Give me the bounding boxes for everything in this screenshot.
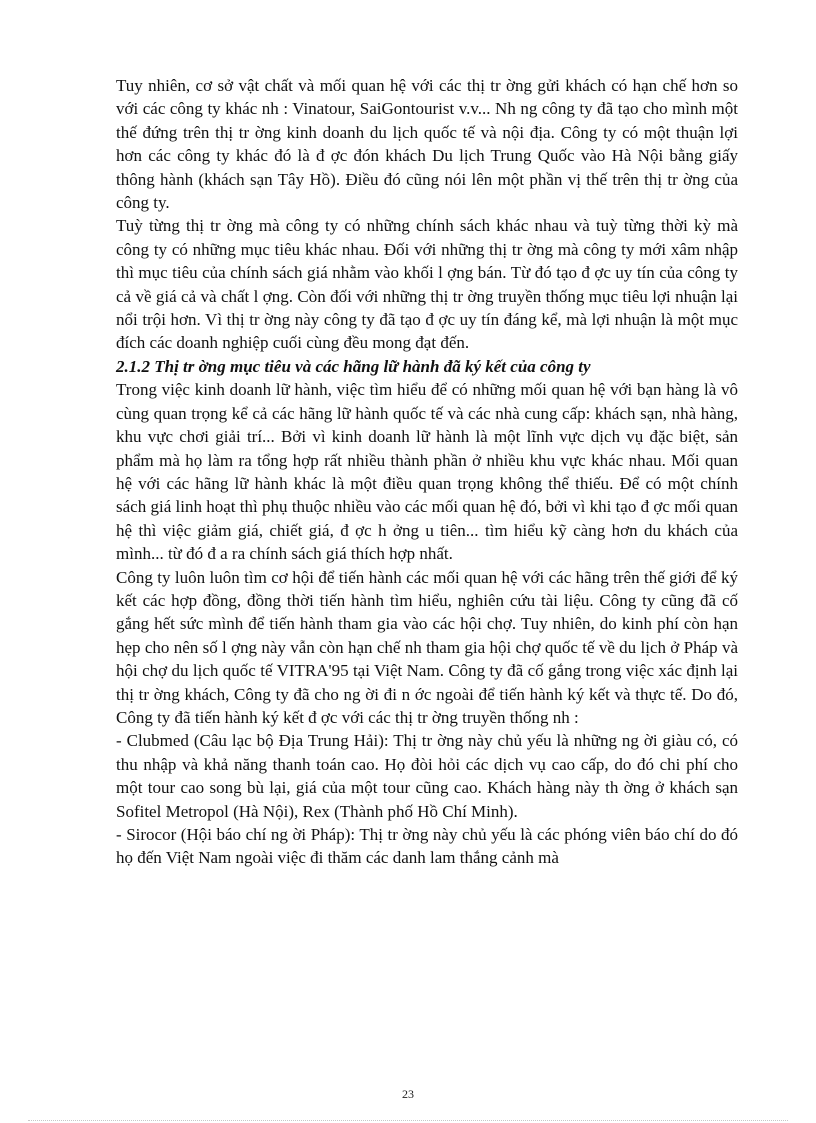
paragraph-3: Trong việc kinh doanh lữ hành, việc tìm hiểu để có những mối quan hệ với bạn hàng là vô cùng quan trọng kể cả các hãng lữ hành quốc tế và các nhà cung cấp: khách sạn, nhà hàng, khu vực chơi giải trí... Bởi vì kinh doanh lữ hành là một lĩnh vực dịch vụ đặc biệt, sản phẩm mà họ làm ra tổng hợp rất nhiều thành phần ở nhiều khu vực khác nhau. Mối quan hệ với các hãng lữ hành khác là một điều quan trọng không thể thiếu. Để có một chính sách giá linh hoạt thì phụ thuộc nhiều vào các mối quan hệ đó, bởi vì khi tạo đ ợc mối quan hệ thì việc giảm giá, chiết giá, đ ợc h ởng u tiên... tìm hiểu kỹ càng hơn du khách của mình... từ đó đ a ra chính sách giá thích hợp nhất. xyxy=(116,380,738,564)
body-text xyxy=(116,74,738,870)
paragraph-1: Tuy nhiên, cơ sở vật chất và mối quan hệ với các thị tr ờng gửi khách có hạn chế hơn so với các công ty khác nh : Vinatour, SaiGontourist v.v... Nh ng công ty đã tạo cho mình một thế đứng trên thị tr ờng kinh doanh du lịch quốc tế và nội địa. Công ty có một thuận lợi hơn các công ty khác đó là đ ợc đón khách Du lịch Trung Quốc vào Hà Nội bằng giấy thông hành (khách sạn Tây Hồ). Điều đó cũng nói lên một phần vị thế trên thị tr ờng của công ty. xyxy=(116,76,738,213)
paragraph-clubmed: - Clubmed (Câu lạc bộ Địa Trung Hải): Thị tr ờng này chủ yếu là những ng ời giàu có, có thu nhập và khả năng thanh toán cao. Họ đòi hỏi các dịch vụ cao cấp, do đó chi phí cho một tour cao song bù lại, giá của một tour cũng cao. Khách hàng này th ờng ở khách sạn Sofitel Metropol (Hà Nội), Rex (Thành phố Hồ Chí Minh). xyxy=(116,731,738,821)
page-bottom-divider xyxy=(28,1120,788,1121)
section-heading: 2.1.2 Thị tr ờng mục tiêu và các hãng lữ hành đã ký kết của công ty xyxy=(116,356,591,376)
paragraph-4: Công ty luôn luôn tìm cơ hội để tiến hành các mối quan hệ với các hãng trên thế giới để ký kết các hợp đồng, đồng thời tiến hành tìm hiểu, nghiên cứu tài liệu. Công ty cũng đã cố gắng hết sức mình để tiến hành tham gia vào các hội chợ. Tuy nhiên, do kinh phí còn hạn hẹp cho nên số l ợng này vẫn còn hạn chế nh tham gia hội chợ quốc tế về du lịch ở Pháp và hội chợ du lịch quốc tế VITRA'95 tại Việt Nam. Công ty đã cố gắng trong việc xác định lại thị tr ờng khách, Công ty đã cho ng ời đi n ớc ngoài để tiến hành ký kết và thực tế. Do đó, Công ty đã tiến hành ký kết đ ợc với các thị tr ờng truyền thống nh : xyxy=(116,567,738,727)
paragraph-2: Tuỳ từng thị tr ờng mà công ty có những chính sách khác nhau và tuỳ từng thời kỳ mà công ty có những mục tiêu khác nhau. Đối với những thị tr ờng mà công ty mới xâm nhập thì mục tiêu của chính sách giá nhằm vào khối l ợng bán. Từ đó tạo đ ợc uy tín của công ty cả về giá cả và chất l ợng. Còn đối với những thị tr ờng truyền thống mục tiêu lợi nhuận lại nổi trội hơn. Vì thị tr ờng này công ty đã tạo đ ợc uy tín đáng kể, mà lợi nhuận là một mục đích các doanh nghiệp cuối cùng đều mong đạt đến. xyxy=(116,216,738,353)
page-number: 23 xyxy=(402,1087,414,1101)
paragraph-sirocor: - Sirocor (Hội báo chí ng ời Pháp): Thị tr ờng này chủ yếu là các phóng viên báo chí do đó họ đến Việt Nam ngoài việc đi thăm các danh lam thắng cảnh mà xyxy=(116,825,738,868)
